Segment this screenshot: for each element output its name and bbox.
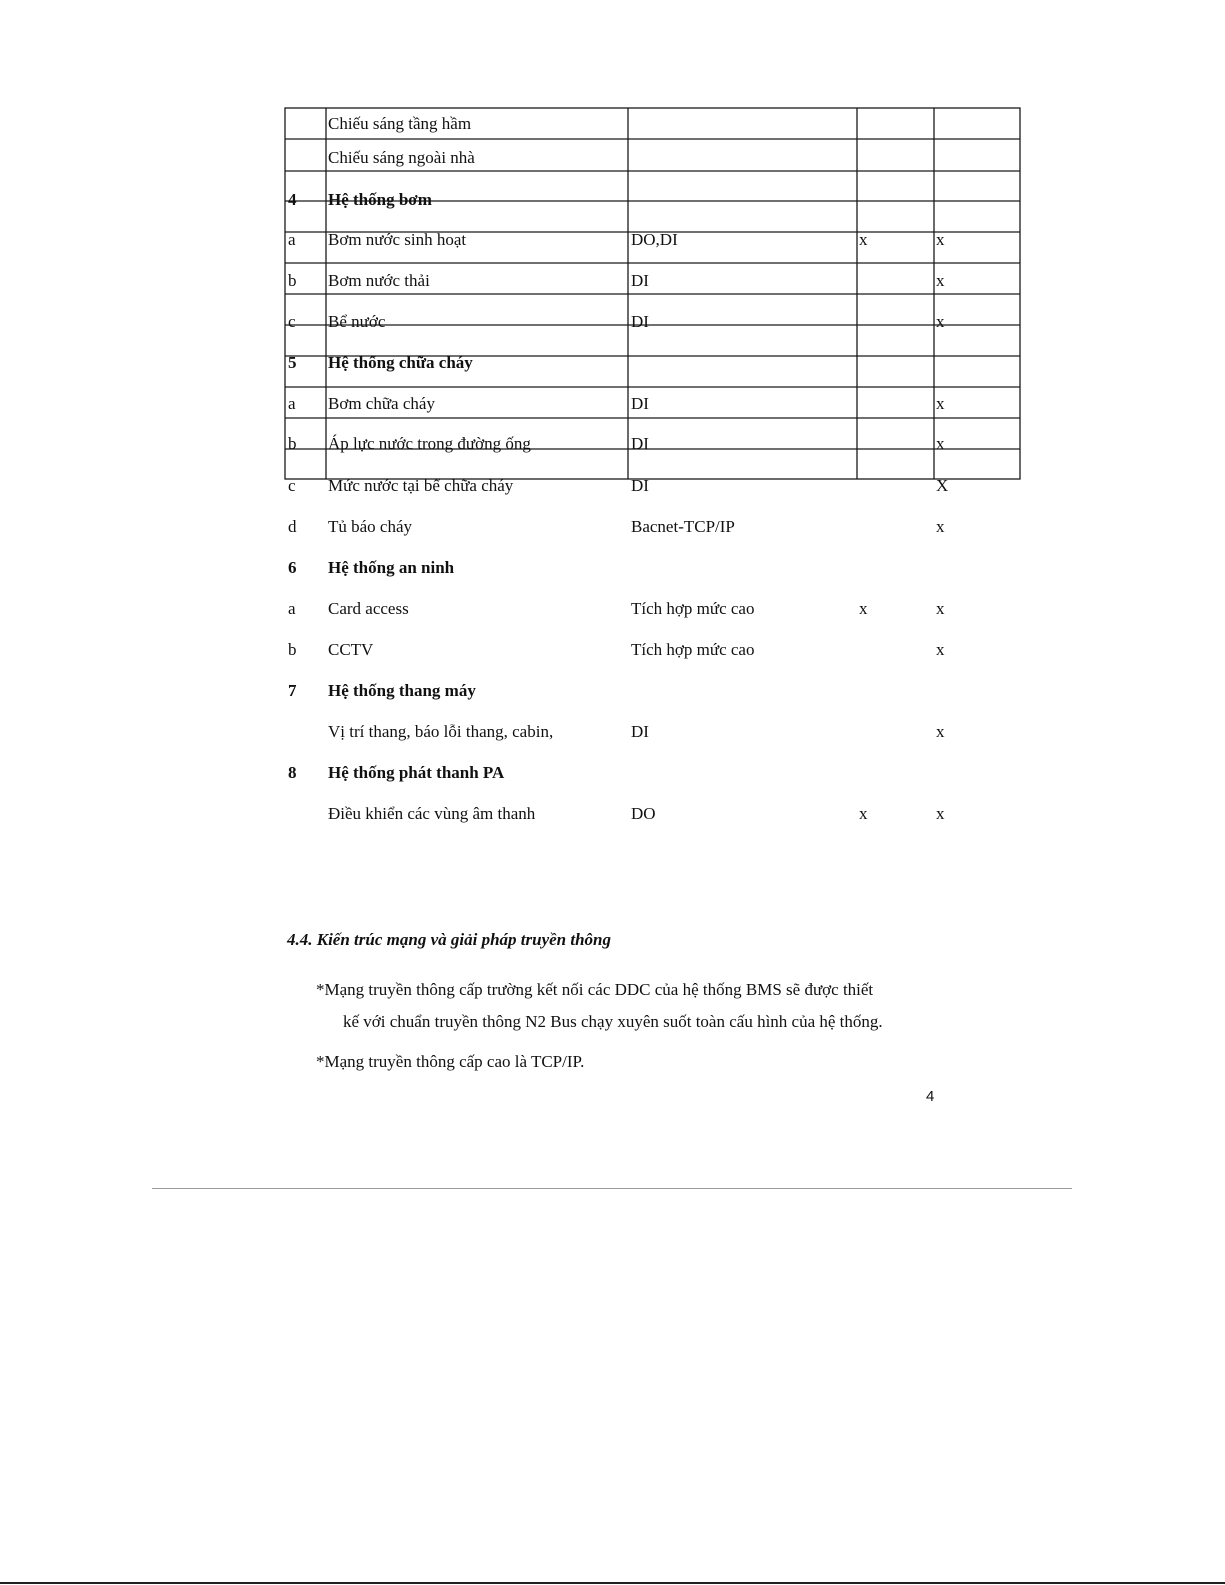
table-cell-item: Card access — [328, 599, 409, 618]
table-cell-item: Áp lực nước trong đường ống — [328, 434, 531, 453]
table-cell-num: a — [288, 394, 296, 413]
table-cell-item: CCTV — [328, 640, 374, 659]
table-cell-item: Hệ thống an ninh — [328, 558, 455, 577]
table-cell-item: Bể nước — [328, 312, 386, 331]
table-cell-col5: x — [936, 394, 945, 413]
table-cell-col5: X — [936, 476, 949, 495]
table-cell-num: a — [288, 599, 296, 618]
table-cell-num: 5 — [288, 353, 297, 372]
table-cell-item: Điều khiển các vùng âm thanh — [328, 804, 536, 823]
section-heading: 4.4. Kiến trúc mạng và giải pháp truyền thông — [287, 930, 611, 949]
table-cell-col5: x — [936, 312, 945, 331]
table-cell-num: c — [288, 476, 296, 495]
paragraph-line: *Mạng truyền thông cấp cao là TCP/IP. — [316, 1052, 585, 1071]
table-cell-signal: DI — [631, 434, 649, 453]
table-cell-col5: x — [936, 517, 945, 536]
table-cell-signal: DO — [631, 804, 656, 823]
page-bottom-border — [0, 1582, 1225, 1584]
table-cell-col5: x — [936, 640, 945, 659]
table-cell-item: Hệ thống thang máy — [328, 681, 476, 700]
table-cell-item: Bơm nước sinh hoạt — [328, 230, 467, 249]
table-cell-col5: x — [936, 230, 945, 249]
table-cell-item: Bơm nước thải — [328, 271, 430, 290]
table-cell-signal: DI — [631, 476, 649, 495]
table-cell-num: d — [288, 517, 297, 536]
table-cell-signal: DI — [631, 271, 649, 290]
table-cell-col4: x — [859, 804, 868, 823]
table-cell-col5: x — [936, 599, 945, 618]
table-cell-num: 6 — [288, 558, 297, 577]
table-cell-signal: Bacnet-TCP/IP — [631, 517, 735, 536]
page-separator — [152, 1188, 1072, 1189]
table-cell-num: 8 — [288, 763, 297, 782]
table-cell-item: Hệ thống chữa cháy — [328, 353, 473, 372]
paragraph-line: *Mạng truyền thông cấp trường kết nối các DDC của hệ thống BMS sẽ được thiết — [316, 980, 874, 999]
table-cell-item: Vị trí thang, báo lỗi thang, cabin, — [328, 722, 554, 741]
table-cell-num: 7 — [288, 681, 297, 700]
table-cell-col5: x — [936, 722, 945, 741]
table-cell-num: b — [288, 434, 297, 453]
table-cell-item: Tủ báo cháy — [328, 517, 413, 536]
paragraph-line: kế với chuẩn truyền thông N2 Bus chạy xuyên suốt toàn cấu hình của hệ thống. — [343, 1012, 883, 1031]
table-cell-item: Hệ thống bơm — [328, 190, 432, 209]
table-cell-col4: x — [859, 230, 868, 249]
table-cell-signal: DI — [631, 722, 649, 741]
table-cell-signal: DO,DI — [631, 230, 678, 249]
table-cell-num: 4 — [288, 190, 297, 209]
table-cell-signal: Tích hợp mức cao — [631, 599, 755, 618]
table-cell-item: Chiếu sáng tầng hầm — [328, 114, 472, 133]
table-cell-item: Bơm chữa cháy — [328, 394, 435, 413]
table-cell-num: b — [288, 271, 297, 290]
table-cell-col5: x — [936, 434, 945, 453]
table-cell-signal: DI — [631, 312, 649, 331]
table-cell-num: a — [288, 230, 296, 249]
table-cell-item: Chiếu sáng ngoài nhà — [328, 148, 475, 167]
page-number: 4 — [926, 1088, 935, 1105]
table-cell-num: b — [288, 640, 297, 659]
table-cell-item: Mức nước tại bể chữa cháy — [328, 476, 514, 495]
table-cell-col4: x — [859, 599, 868, 618]
table-cell-signal: Tích hợp mức cao — [631, 640, 755, 659]
table-cell-signal: DI — [631, 394, 649, 413]
table-cell-col5: x — [936, 804, 945, 823]
table-cell-item: Hệ thống phát thanh PA — [328, 763, 505, 782]
table-cell-col5: x — [936, 271, 945, 290]
table-cell-num: c — [288, 312, 296, 331]
